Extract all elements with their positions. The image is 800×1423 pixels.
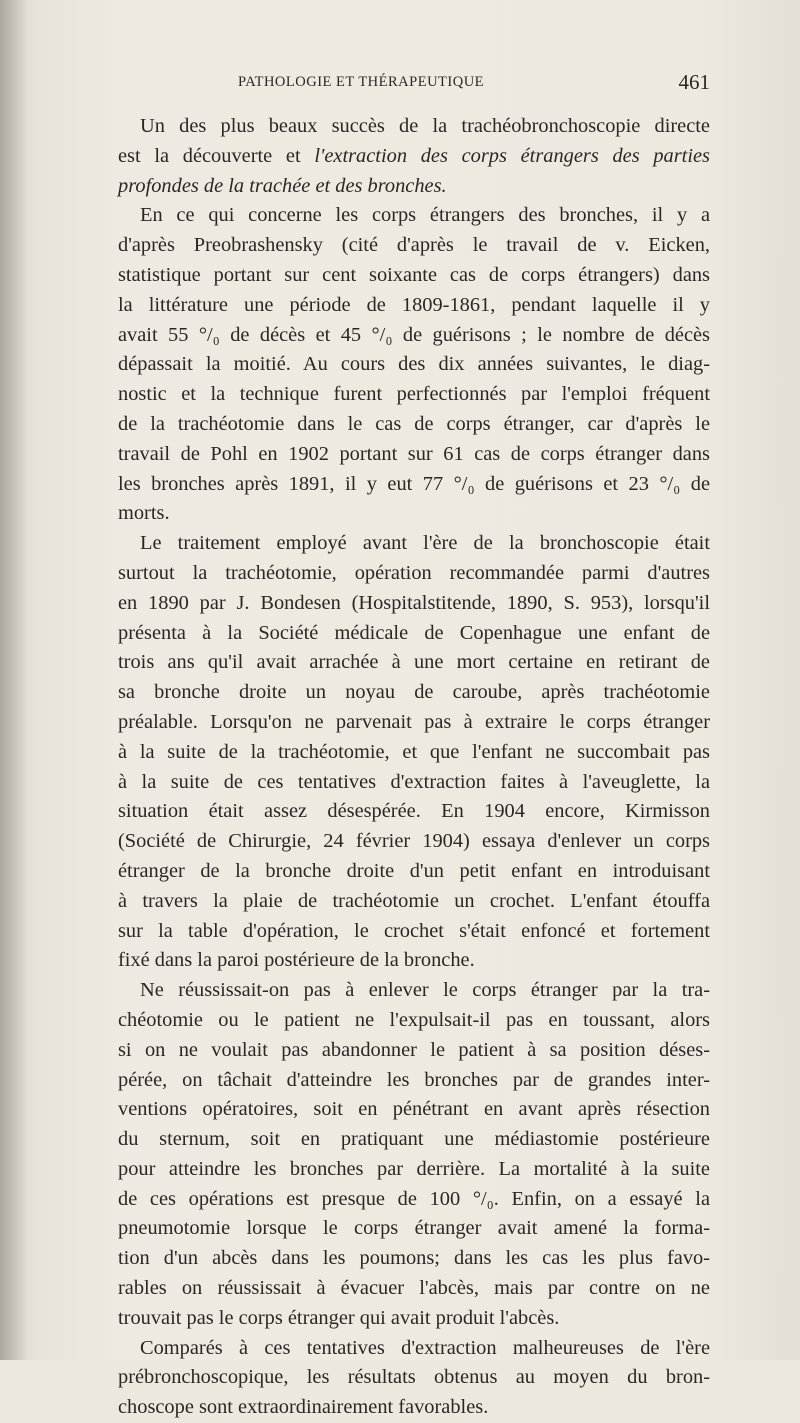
text-line: les bronches après 1891, il y eut 77 °/₀ de guérisons et 23 °/₀ de bbox=[118, 472, 710, 495]
text-line: statistique portant sur cent soixante cas de corps étrangers) dans bbox=[118, 263, 710, 286]
text-line: de ces opérations est presque de 100 °/₀. Enfin, on a essayé la bbox=[118, 1187, 710, 1210]
text-line: situation était assez désespérée. En 1904 encore, Kirmisson bbox=[118, 800, 710, 823]
text-line: surtout la trachéotomie, opération recommandée parmi d'autres bbox=[118, 561, 710, 584]
text-line: tion d'un abcès dans les poumons; dans les cas les plus favo- bbox=[118, 1247, 710, 1270]
text-line: pour atteindre les bronches par derrière. La mortalité à la suite bbox=[118, 1157, 710, 1180]
text-line: dépassait la moitié. Au cours des dix années suivantes, le diag- bbox=[118, 353, 710, 376]
text-line: Le traitement employé avant l'ère de la bronchoscopie était bbox=[140, 532, 710, 555]
text-line: à travers la plaie de trachéotomie un crochet. L'enfant étouffa bbox=[118, 889, 710, 912]
text-line: si on ne voulait pas abandonner le patient à sa position déses- bbox=[118, 1038, 710, 1061]
text-line: à la suite de ces tentatives d'extraction faites à l'aveuglette, la bbox=[118, 770, 710, 793]
text-line: d'après Preobrashensky (cité d'après le travail de v. Eicken, bbox=[118, 234, 710, 257]
text-line: de la trachéotomie dans le cas de corps étranger, car d'après le bbox=[118, 412, 710, 435]
paragraph-1 bbox=[118, 112, 710, 201]
text-line: sur la table d'opération, le crochet s'était enfoncé et fortement bbox=[118, 919, 710, 942]
text-line: ventions opératoires, soit en pénétrant en avant après résection bbox=[118, 1098, 710, 1121]
text-line: prébronchoscopique, les résultats obtenus au moyen du bron- bbox=[118, 1366, 710, 1389]
italic-phrase: l'extraction des corps étrangers des parties bbox=[314, 144, 710, 167]
paragraph-2 bbox=[118, 201, 710, 529]
running-title: PATHOLOGIE ET THÉRAPEUTIQUE bbox=[238, 74, 485, 90]
text-line: En ce qui concerne les corps étrangers des bronches, il y a bbox=[140, 204, 710, 227]
text-line: chéotomie ou le patient ne l'expulsait-il pas en toussant, alors bbox=[118, 1008, 710, 1031]
text-line: la littérature une période de 1809-1861, pendant laquelle il y bbox=[118, 293, 710, 316]
text-line: trois ans qu'il avait arrachée à une mort certaine en retirant de bbox=[118, 651, 710, 674]
text-line: rables on réussissait à évacuer l'abcès, mais par contre on ne bbox=[118, 1277, 710, 1300]
text-line: étranger de la bronche droite d'un petit enfant en introduisant bbox=[118, 859, 710, 882]
text-line: en 1890 par J. Bondesen (Hospitalstitende, 1890, S. 953), lorsqu'il bbox=[118, 591, 710, 614]
text-line: (Société de Chirurgie, 24 février 1904) essaya d'enlever un corps bbox=[118, 830, 710, 853]
text-line: préalable. Lorsqu'on ne parvenait pas à extraire le corps étranger bbox=[118, 710, 710, 733]
body-text bbox=[118, 112, 710, 1423]
text-line: pérée, on tâchait d'atteindre les bronches par de grandes inter- bbox=[118, 1068, 710, 1091]
text-line: du sternum, soit en pratiquant une médiastomie postérieure bbox=[118, 1128, 710, 1151]
text-line: fixé dans la paroi postérieure de la bronche. bbox=[118, 949, 475, 972]
text-line: choscope sont extraordinairement favorables. bbox=[118, 1396, 489, 1419]
text-line: Ne réussissait-on pas à enlever le corps étranger par la tra- bbox=[140, 979, 710, 1002]
text-line: présenta à la Société médicale de Copenhague une enfant de bbox=[118, 621, 710, 644]
text-line: Un des plus beaux succès de la trachéobronchoscopie directe bbox=[140, 115, 710, 137]
text-line: à la suite de la trachéotomie, et que l'enfant ne succombait pas bbox=[118, 740, 710, 763]
italic-phrase: profondes de la trachée et des bronches. bbox=[118, 174, 447, 197]
paragraph-5 bbox=[118, 1334, 710, 1423]
text-line: trouvait pas le corps étranger qui avait produit l'abcès. bbox=[118, 1306, 560, 1329]
text-line: nostic et la technique furent perfectionnés par l'emploi fréquent bbox=[118, 383, 710, 406]
text-line: avait 55 °/₀ de décès et 45 °/₀ de guérisons ; le nombre de décès bbox=[118, 323, 710, 346]
paragraph-3 bbox=[118, 529, 710, 976]
text-line: pneumotomie lorsque le corps étranger avait amené la forma- bbox=[118, 1217, 710, 1240]
running-head bbox=[118, 70, 710, 96]
text-line: travail de Pohl en 1902 portant sur 61 cas de corps étranger dans bbox=[118, 442, 710, 465]
text-line: morts. bbox=[118, 502, 170, 525]
text-line: Comparés à ces tentatives d'extraction malheureuses de l'ère bbox=[140, 1336, 710, 1359]
page-number: 461 bbox=[678, 70, 710, 94]
page-gutter-shadow bbox=[0, 0, 28, 1360]
text-line: sa bronche droite un noyau de caroube, après trachéotomie bbox=[118, 681, 710, 704]
text-line-italic-end bbox=[118, 172, 710, 202]
paragraph-4 bbox=[118, 976, 710, 1334]
text-line-italic-start: est la découverte et l'extraction des corps étrangers des parties bbox=[118, 144, 710, 167]
